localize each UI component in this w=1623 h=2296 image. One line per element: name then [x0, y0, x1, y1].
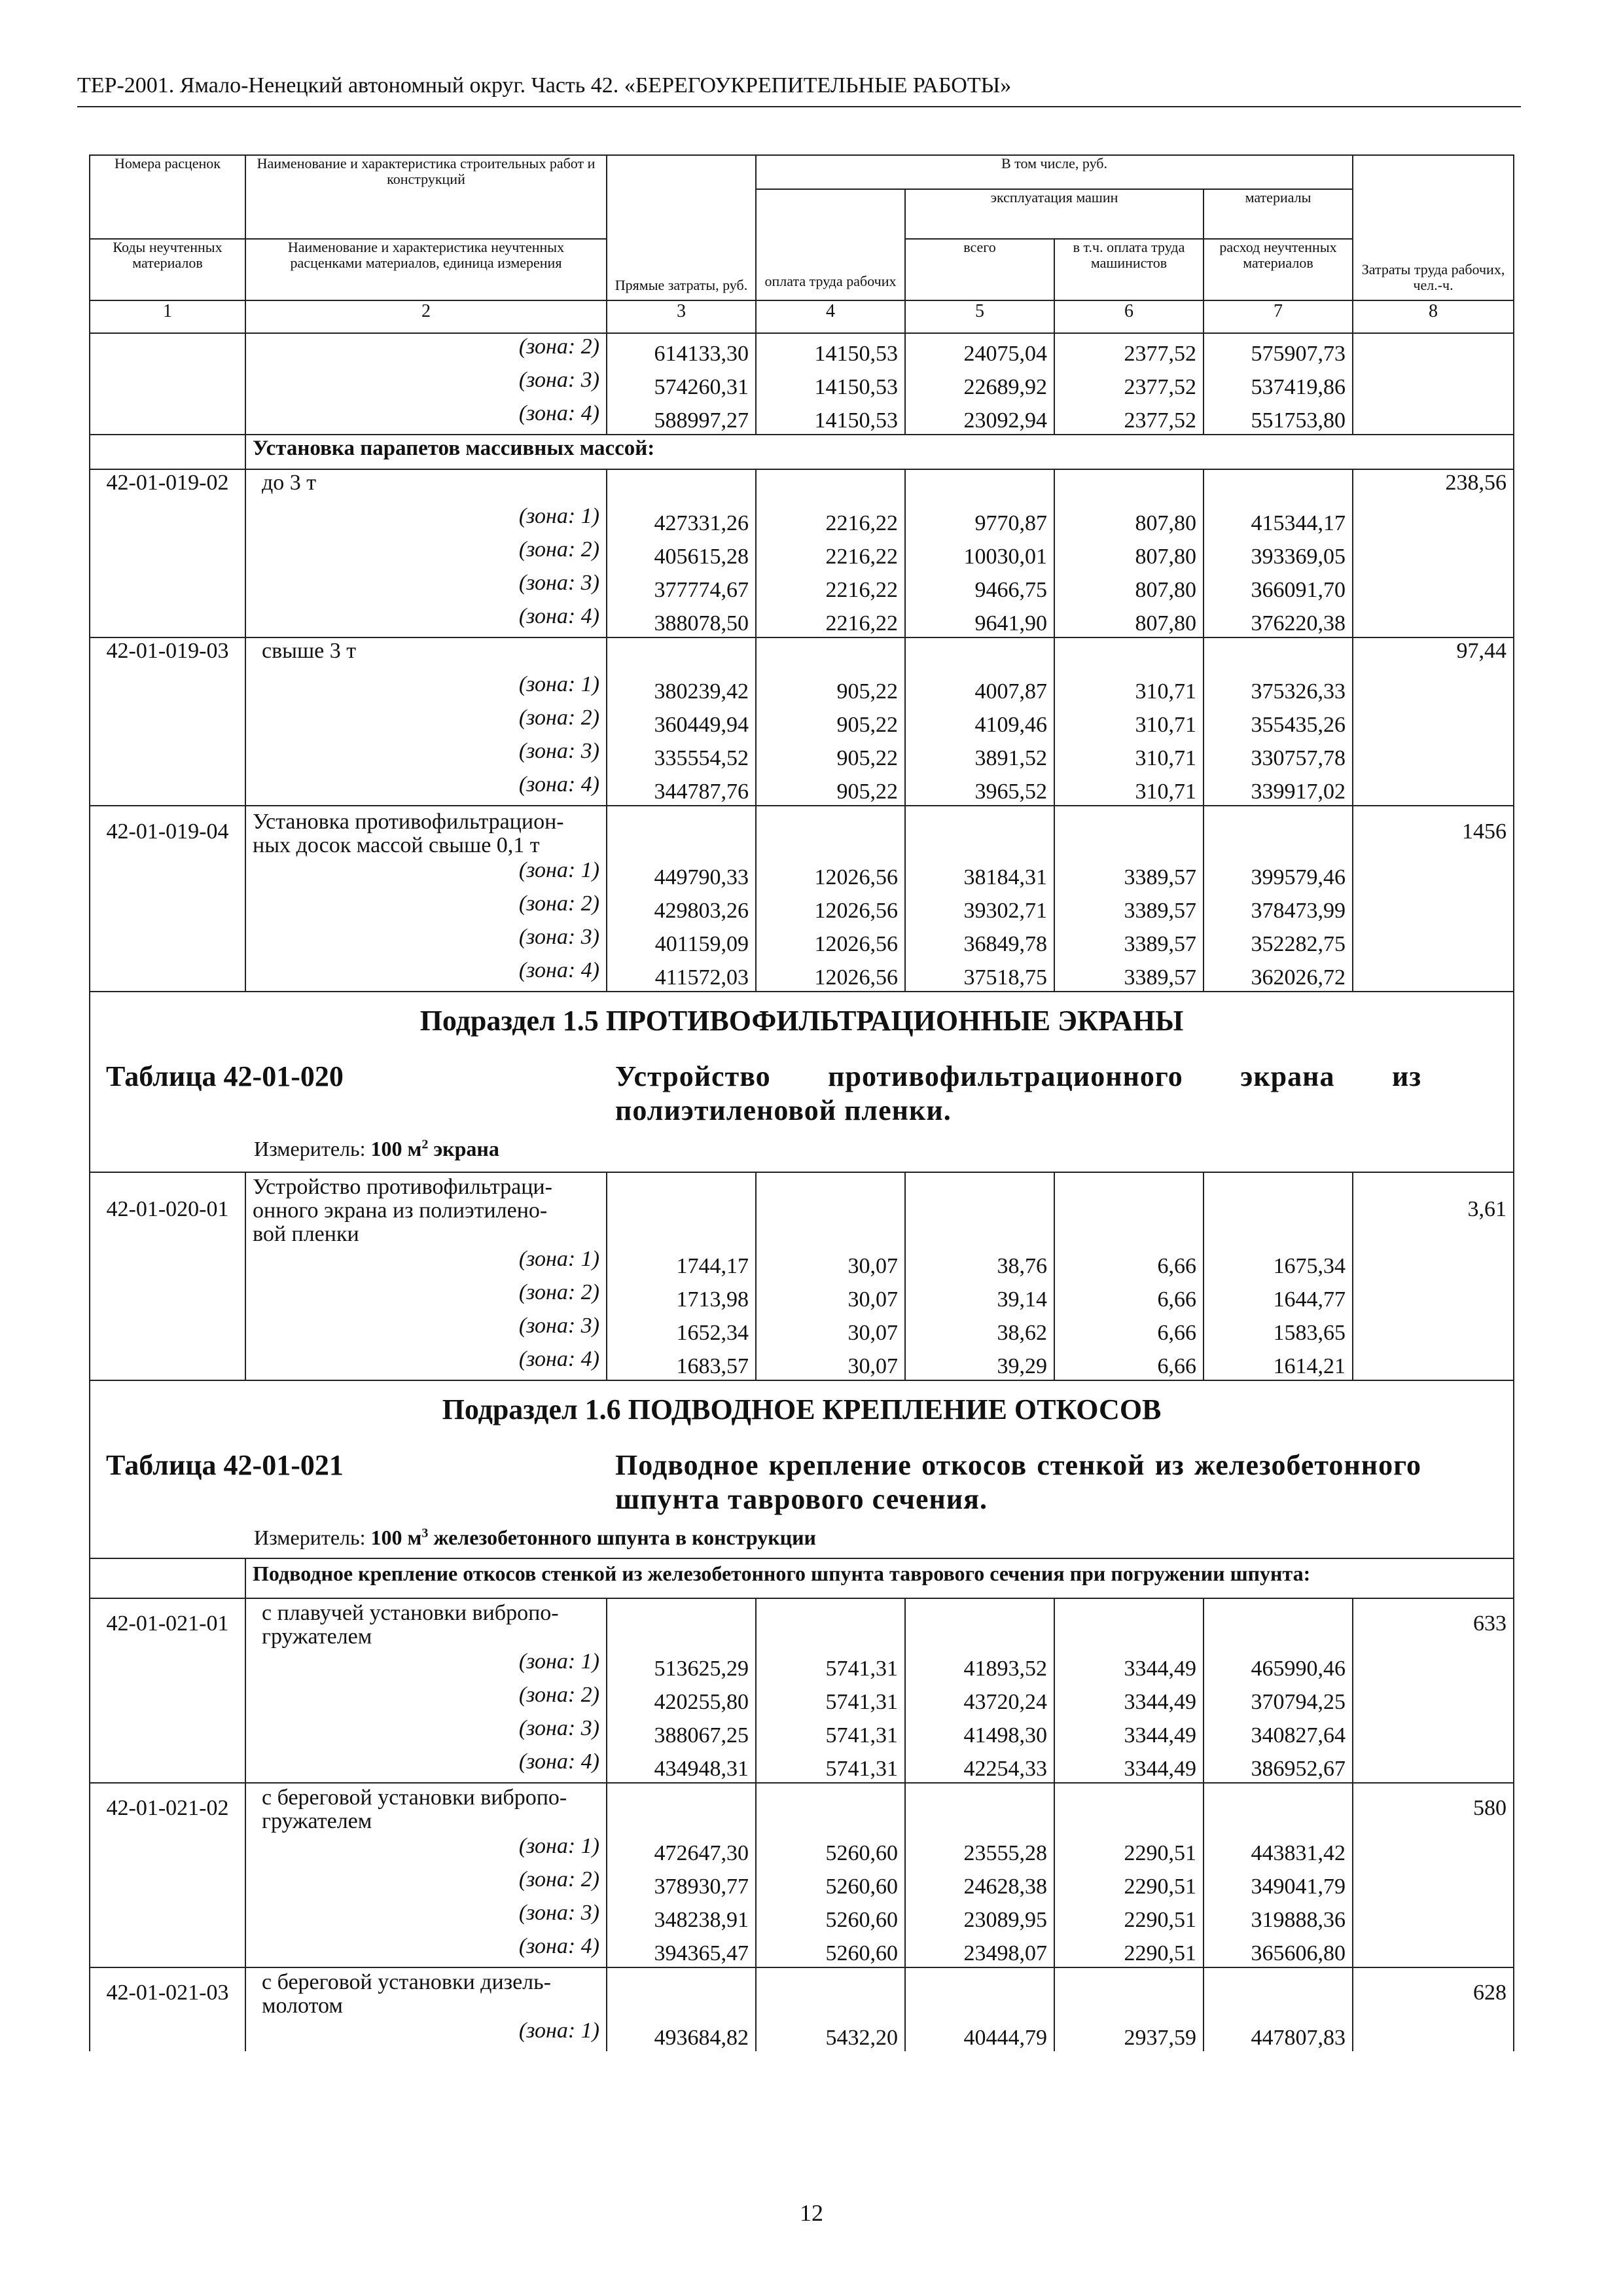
cell-materials: 339917,02 [1204, 772, 1353, 806]
cell-machines: 23498,07 [905, 1933, 1054, 1967]
table-row [90, 401, 1514, 435]
rate-name-line: ных досок массой свыше 0,1 т [253, 833, 540, 857]
cell-direct: 1713,98 [607, 1280, 756, 1313]
table-row [90, 1715, 1514, 1749]
rate-code: 42-01-021-01 [90, 1598, 245, 1649]
cell-direct: 378930,77 [607, 1867, 756, 1900]
zone-label: (зона: 3) [245, 738, 607, 772]
rate-name-line: вой пленки [253, 1222, 359, 1246]
cell-direct: 1652,34 [607, 1313, 756, 1346]
header-worker-pay: оплата труда рабочих [756, 189, 905, 300]
cell-machines: 4109,46 [905, 705, 1054, 738]
col-num: 8 [1353, 300, 1514, 333]
header-material-codes: Коды неучтенных материалов [90, 239, 245, 300]
cell-pay: 30,07 [756, 1246, 905, 1280]
cell-operators: 6,66 [1054, 1313, 1204, 1346]
cell-pay: 12026,56 [756, 958, 905, 992]
cell-materials: 1675,34 [1204, 1246, 1353, 1280]
subsection-row [90, 992, 1514, 1172]
subsection-title: Подраздел 1.5 ПРОТИВОФИЛЬТРАЦИОННЫЕ ЭКРАНЫ [419, 1005, 1184, 1037]
cell-machines: 23092,94 [905, 401, 1054, 435]
cell-direct: 335554,52 [607, 738, 756, 772]
header-rate-number: Номера расценок [90, 155, 245, 239]
cell-machines: 38,62 [905, 1313, 1054, 1346]
cell-operators: 3389,57 [1054, 924, 1204, 958]
zone-label: (зона: 2) [245, 1682, 607, 1715]
cell-direct: 449790,33 [607, 857, 756, 891]
cell-labor: 97,44 [1353, 637, 1514, 672]
table-row [90, 503, 1514, 537]
cell-pay: 905,22 [756, 672, 905, 705]
cell-operators: 3389,57 [1054, 891, 1204, 924]
zone-label: (зона: 3) [245, 1313, 607, 1346]
table-row [90, 469, 1514, 503]
header-machines: эксплуатация машин [905, 189, 1204, 239]
zone-label: (зона: 1) [245, 1649, 607, 1682]
zone-label: (зона: 4) [245, 401, 607, 435]
cell-labor: 3,61 [1353, 1172, 1514, 1246]
cell-pay: 5260,60 [756, 1933, 905, 1967]
table-row [90, 2018, 1514, 2051]
table-description: Устройство противофильтрационного экрана из полиэтиленовой пленки. [615, 1060, 1422, 1126]
zone-label: (зона: 1) [245, 857, 607, 891]
cell-direct: 377774,67 [607, 570, 756, 603]
cell-direct: 348238,91 [607, 1900, 756, 1933]
rate-block [90, 1783, 1514, 1967]
cell-machines: 9466,75 [905, 570, 1054, 603]
cell-direct: 614133,30 [607, 333, 756, 367]
rates-table [89, 154, 1514, 2051]
cell-direct: 394365,47 [607, 1933, 756, 1967]
cell-materials: 376220,38 [1204, 603, 1353, 637]
zone-label: (зона: 3) [245, 570, 607, 603]
table-row [90, 1967, 1514, 2018]
cell-direct: 380239,42 [607, 672, 756, 705]
cell-materials: 1644,77 [1204, 1280, 1353, 1313]
rate-block [90, 469, 1514, 637]
table-row [90, 1900, 1514, 1933]
header-material-names: Наименование и характеристика неучтенных расценками материалов, единица измерения [245, 239, 607, 300]
cell-labor: 580 [1353, 1783, 1514, 1833]
group-row [90, 435, 1514, 469]
cell-operators: 6,66 [1054, 1246, 1204, 1280]
cell-pay: 12026,56 [756, 924, 905, 958]
cell-operators: 807,80 [1054, 537, 1204, 570]
zone-label: (зона: 4) [245, 1749, 607, 1783]
cell-pay: 30,07 [756, 1313, 905, 1346]
cell-materials: 575907,73 [1204, 333, 1353, 367]
table-description: Подводное крепление откосов стенкой из железобетонного шпунта таврового сечения. [615, 1449, 1422, 1515]
cell-pay: 2216,22 [756, 570, 905, 603]
cell-labor: 628 [1353, 1967, 1514, 2018]
subsection-title: Подраздел 1.6 ПОДВОДНОЕ КРЕПЛЕНИЕ ОТКОСОВ [442, 1393, 1162, 1426]
cell-direct: 1683,57 [607, 1346, 756, 1380]
cell-machines: 37518,75 [905, 958, 1054, 992]
cell-materials: 1614,21 [1204, 1346, 1353, 1380]
zone-label: (зона: 1) [245, 672, 607, 705]
cell-machines: 43720,24 [905, 1682, 1054, 1715]
cell-labor: 633 [1353, 1598, 1514, 1649]
cell-materials: 551753,80 [1204, 401, 1353, 435]
cell-machines: 38,76 [905, 1246, 1054, 1280]
cell-operators: 807,80 [1054, 570, 1204, 603]
cell-pay: 12026,56 [756, 857, 905, 891]
zone-label: (зона: 2) [245, 1867, 607, 1900]
rate-name-line: гружателем [262, 1624, 372, 1649]
zone-label: (зона: 2) [245, 1280, 607, 1313]
cell-pay: 30,07 [756, 1346, 905, 1380]
table-row [90, 1649, 1514, 1682]
cell-direct: 427331,26 [607, 503, 756, 537]
cell-operators: 6,66 [1054, 1346, 1204, 1380]
rate-name: свыше 3 т [245, 637, 607, 672]
zone-label: (зона: 4) [245, 1346, 607, 1380]
col-num: 7 [1204, 300, 1353, 333]
header-labor-costs: Затраты труда рабочих, чел.-ч. [1353, 155, 1514, 300]
table-row [90, 637, 1514, 672]
table-row [90, 891, 1514, 924]
zone-label: (зона: 4) [245, 772, 607, 806]
table-row [90, 570, 1514, 603]
table-row [90, 772, 1514, 806]
table-number: Таблица 42-01-021 [106, 1449, 344, 1481]
table-row [90, 333, 1514, 367]
cell-operators: 3389,57 [1054, 857, 1204, 891]
rate-block [90, 806, 1514, 992]
col-num: 3 [607, 300, 756, 333]
cell-direct: 574260,31 [607, 367, 756, 401]
cell-materials: 352282,75 [1204, 924, 1353, 958]
header-operator-pay: в т.ч. оплата труда машинистов [1054, 239, 1204, 300]
table-row [90, 1682, 1514, 1715]
cell-materials: 340827,64 [1204, 1715, 1353, 1749]
cell-direct: 434948,31 [607, 1749, 756, 1783]
table-row [90, 1280, 1514, 1313]
rate-name-line: с береговой установки дизель- [262, 1970, 551, 1994]
cell-pay: 5260,60 [756, 1833, 905, 1867]
rate-block [90, 637, 1514, 806]
cell-machines: 24075,04 [905, 333, 1054, 367]
rate-name-line: онного экрана из полиэтилено- [253, 1198, 548, 1223]
measure-unit: Измеритель: 100 $м^2$ экрана [254, 1137, 499, 1160]
cell-machines: 41498,30 [905, 1715, 1054, 1749]
table-row [90, 1783, 1514, 1833]
table-number: Таблица 42-01-020 [106, 1060, 344, 1092]
zone-label: (зона: 2) [245, 333, 607, 367]
cell-machines: 39,14 [905, 1280, 1054, 1313]
cell-materials: 355435,26 [1204, 705, 1353, 738]
zone-label: (зона: 2) [245, 705, 607, 738]
zone-label: (зона: 2) [245, 537, 607, 570]
cell-operators: 310,71 [1054, 772, 1204, 806]
cell-materials: 366091,70 [1204, 570, 1353, 603]
cell-machines: 22689,92 [905, 367, 1054, 401]
table-row [90, 1172, 1514, 1246]
cell-operators: 2290,51 [1054, 1900, 1204, 1933]
cell-pay: 5741,31 [756, 1715, 905, 1749]
cell-materials: 319888,36 [1204, 1900, 1353, 1933]
cell-machines: 39,29 [905, 1346, 1054, 1380]
cell-materials: 362026,72 [1204, 958, 1353, 992]
group-title-parapets: Установка парапетов массивных массой: [245, 435, 1514, 469]
cell-operators: 2377,52 [1054, 367, 1204, 401]
table-row [90, 1933, 1514, 1967]
header-materials: материалы [1204, 189, 1353, 239]
table-row [90, 367, 1514, 401]
cell-machines: 3965,52 [905, 772, 1054, 806]
cell-pay: 5741,31 [756, 1749, 905, 1783]
cell-operators: 3389,57 [1054, 958, 1204, 992]
group-row [90, 1558, 1514, 1598]
table-row [90, 672, 1514, 705]
zone-label: (зона: 4) [245, 603, 607, 637]
cell-operators: 2937,59 [1054, 2018, 1204, 2051]
rate-code: 42-01-021-03 [90, 1967, 245, 2018]
cell-pay: 5432,20 [756, 2018, 905, 2051]
cell-machines: 4007,87 [905, 672, 1054, 705]
cell-direct: 420255,80 [607, 1682, 756, 1715]
cell-pay: 5741,31 [756, 1649, 905, 1682]
rate-code: 42-01-020-01 [90, 1172, 245, 1246]
cell-operators: 2290,51 [1054, 1867, 1204, 1900]
cell-direct: 360449,94 [607, 705, 756, 738]
cell-operators: 3344,49 [1054, 1715, 1204, 1749]
cell-operators: 807,80 [1054, 603, 1204, 637]
cell-machines: 39302,71 [905, 891, 1054, 924]
cell-labor: 238,56 [1353, 469, 1514, 503]
cell-operators: 3344,49 [1054, 1749, 1204, 1783]
cell-operators: 2377,52 [1054, 401, 1204, 435]
rate-name-line: с береговой установки вибропо- [262, 1785, 567, 1810]
cell-direct: 388067,25 [607, 1715, 756, 1749]
subsection-row [90, 1380, 1514, 1558]
rate-block [90, 1967, 1514, 2051]
cell-pay: 14150,53 [756, 401, 905, 435]
cell-materials: 349041,79 [1204, 1867, 1353, 1900]
zone-label: (зона: 4) [245, 1933, 607, 1967]
table-row [90, 537, 1514, 570]
header-material-usage: расход неучтенных материалов [1204, 239, 1353, 300]
cell-direct: 411572,03 [607, 958, 756, 992]
cell-pay: 2216,22 [756, 603, 905, 637]
cell-operators: 3344,49 [1054, 1649, 1204, 1682]
col-num: 2 [245, 300, 607, 333]
cell-machines: 9641,90 [905, 603, 1054, 637]
cell-direct: 513625,29 [607, 1649, 756, 1682]
cell-operators: 310,71 [1054, 705, 1204, 738]
rate-block [90, 1598, 1514, 1783]
cell-machines: 24628,38 [905, 1867, 1054, 1900]
cell-materials: 393369,05 [1204, 537, 1353, 570]
zone-label: (зона: 1) [245, 2018, 607, 2051]
zone-label: (зона: 4) [245, 958, 607, 992]
table-row [90, 738, 1514, 772]
price-table [89, 154, 1513, 2051]
cell-pay: 905,22 [756, 705, 905, 738]
cell-operators: 2290,51 [1054, 1933, 1204, 1967]
cell-pay: 2216,22 [756, 537, 905, 570]
table-row [90, 1833, 1514, 1867]
measure-unit: Измеритель: 100 $м^3$ железобетонного шпунта в конструкции [254, 1526, 816, 1549]
cell-materials: 1583,65 [1204, 1313, 1353, 1346]
cell-direct: 429803,26 [607, 891, 756, 924]
table-row [90, 1749, 1514, 1783]
cell-direct: 1744,17 [607, 1246, 756, 1280]
cell-pay: 905,22 [756, 772, 905, 806]
cell-machines: 36849,78 [905, 924, 1054, 958]
col-num: 5 [905, 300, 1054, 333]
cell-materials: 447807,83 [1204, 2018, 1353, 2051]
cell-pay: 5260,60 [756, 1900, 905, 1933]
cell-direct: 401159,09 [607, 924, 756, 958]
cell-machines: 3891,52 [905, 738, 1054, 772]
cell-labor: 1456 [1353, 806, 1514, 857]
table-row [90, 857, 1514, 891]
table-row [90, 705, 1514, 738]
rate-name-line: Устройство противофильтраци- [253, 1175, 552, 1199]
header-machines-total: всего [905, 239, 1054, 300]
zone-label: (зона: 1) [245, 503, 607, 537]
rate-code: 42-01-021-02 [90, 1783, 245, 1833]
cell-materials: 386952,67 [1204, 1749, 1353, 1783]
cell-materials: 415344,17 [1204, 503, 1353, 537]
page-number: 12 [800, 2200, 823, 2226]
table-row [90, 603, 1514, 637]
cell-pay: 5741,31 [756, 1682, 905, 1715]
cell-direct: 344787,76 [607, 772, 756, 806]
table-row [90, 806, 1514, 857]
cell-operators: 807,80 [1054, 503, 1204, 537]
rate-block [90, 1172, 1514, 1380]
cell-machines: 23089,95 [905, 1900, 1054, 1933]
header-work-name: Наименование и характеристика строительных работ и конструкций [245, 155, 607, 239]
cell-materials: 399579,46 [1204, 857, 1353, 891]
cell-machines: 42254,33 [905, 1749, 1054, 1783]
header-direct-costs: Прямые затраты, руб. [607, 155, 756, 300]
cell-pay: 905,22 [756, 738, 905, 772]
cell-materials: 375326,33 [1204, 672, 1353, 705]
cell-materials: 330757,78 [1204, 738, 1353, 772]
cell-pay: 12026,56 [756, 891, 905, 924]
table-row [90, 1346, 1514, 1380]
cell-materials: 378473,99 [1204, 891, 1353, 924]
cell-machines: 23555,28 [905, 1833, 1054, 1867]
cell-operators: 310,71 [1054, 738, 1204, 772]
cell-materials: 443831,42 [1204, 1833, 1353, 1867]
cell-pay: 5260,60 [756, 1867, 905, 1900]
rate-code: 42-01-019-04 [90, 806, 245, 857]
rate-name: до 3 т [245, 469, 607, 503]
cell-pay: 14150,53 [756, 333, 905, 367]
header-including: В том числе, руб. [756, 155, 1353, 189]
table-row [90, 1246, 1514, 1280]
group-title-underwater: Подводное крепление откосов стенкой из железобетонного шпунта таврового сечения при погружении шпунта: [245, 1558, 1514, 1598]
col-num: 4 [756, 300, 905, 333]
cell-direct: 493684,82 [607, 2018, 756, 2051]
zone-label: (зона: 3) [245, 1900, 607, 1933]
rate-name-line: гружателем [262, 1809, 372, 1833]
col-num: 1 [90, 300, 245, 333]
cell-operators: 3344,49 [1054, 1682, 1204, 1715]
cell-direct: 472647,30 [607, 1833, 756, 1867]
table-row [90, 958, 1514, 992]
cell-operators: 2377,52 [1054, 333, 1204, 367]
cell-pay: 30,07 [756, 1280, 905, 1313]
page-header: ТЕР-2001. Ямало-Ненецкий автономный округ. Часть 42. «БЕРЕГОУКРЕПИТЕЛЬНЫЕ РАБОТЫ» [77, 73, 1521, 107]
cell-materials: 365606,80 [1204, 1933, 1353, 1967]
zone-label: (зона: 1) [245, 1246, 607, 1280]
zone-label: (зона: 3) [245, 924, 607, 958]
cell-pay: 14150,53 [756, 367, 905, 401]
cell-direct: 588997,27 [607, 401, 756, 435]
zone-label: (зона: 1) [245, 1833, 607, 1867]
cell-direct: 388078,50 [607, 603, 756, 637]
continued-rates [90, 333, 1514, 435]
table-row [90, 1313, 1514, 1346]
cell-machines: 38184,31 [905, 857, 1054, 891]
zone-label: (зона: 3) [245, 1715, 607, 1749]
cell-direct: 405615,28 [607, 537, 756, 570]
zone-label: (зона: 2) [245, 891, 607, 924]
cell-machines: 40444,79 [905, 2018, 1054, 2051]
cell-machines: 41893,52 [905, 1649, 1054, 1682]
cell-materials: 465990,46 [1204, 1649, 1353, 1682]
cell-operators: 310,71 [1054, 672, 1204, 705]
rate-name-line: с плавучей установки вибропо- [262, 1601, 559, 1625]
rate-code: 42-01-019-02 [90, 469, 245, 503]
cell-materials: 537419,86 [1204, 367, 1353, 401]
cell-operators: 2290,51 [1054, 1833, 1204, 1867]
cell-materials: 370794,25 [1204, 1682, 1353, 1715]
col-num: 6 [1054, 300, 1204, 333]
table-row [90, 1867, 1514, 1900]
cell-operators: 6,66 [1054, 1280, 1204, 1313]
zone-label: (зона: 3) [245, 367, 607, 401]
rate-name-line: Установка противофильтрацион- [253, 810, 564, 834]
rate-code: 42-01-019-03 [90, 637, 245, 672]
table-row [90, 1598, 1514, 1649]
rate-name-line: молотом [262, 1994, 343, 2018]
cell-machines: 10030,01 [905, 537, 1054, 570]
cell-pay: 2216,22 [756, 503, 905, 537]
table-row [90, 924, 1514, 958]
cell-machines: 9770,87 [905, 503, 1054, 537]
